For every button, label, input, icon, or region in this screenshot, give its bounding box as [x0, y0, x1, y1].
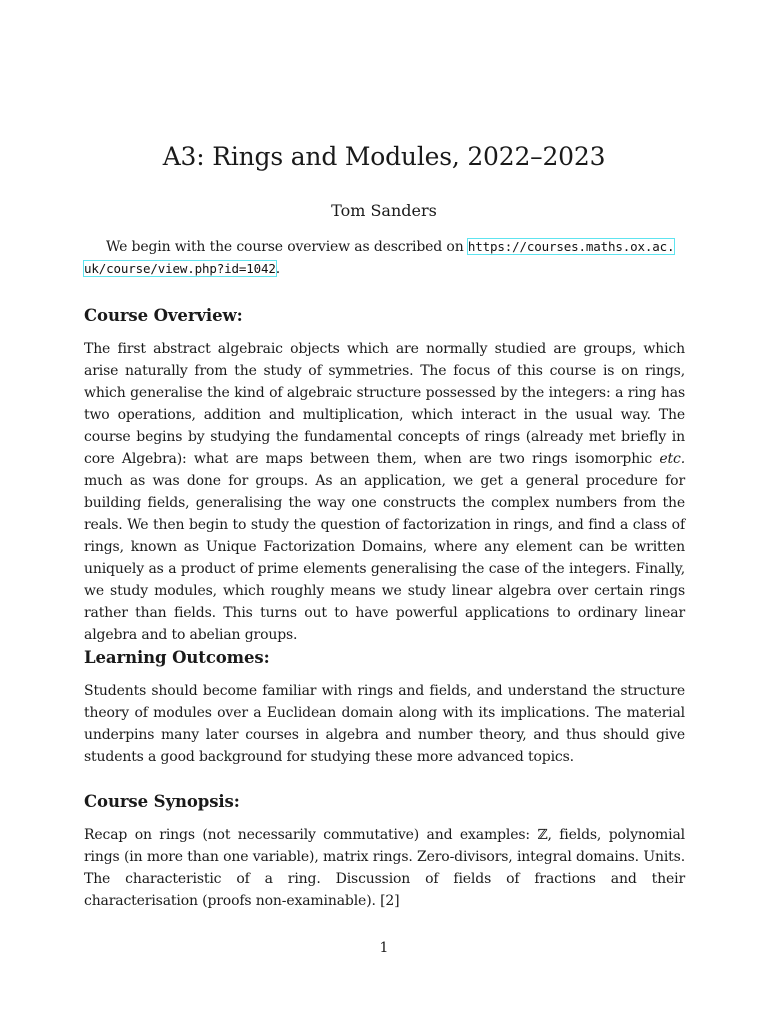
overview-text-2: much as was done for groups. As an application, we get a general procedure for building fields, generalising the way one constructs the complex numbers from the reals. We then begin to study the question of factorization in rings, and find a class of rings, known as Unique Factorization Domains, where any element can be written uniquely as a product of prime elements generalising the case of the integers. Finally, we study modules, which roughly means we study linear algebra over certain rings rather than fields. This turns out to have powerful applications to ordinary linear algebra and to abelian groups.	[84, 473, 685, 643]
intro-text-end: .	[275, 261, 281, 277]
overview-body	[84, 338, 685, 646]
outcomes-body	[84, 680, 685, 768]
intro-paragraph	[84, 236, 685, 280]
outcomes-paragraph: Students should become familiar with rings and fields, and understand the structure theory of modules over a Euclidean domain along with its implications. The material underpins many later courses in algebra and number theory, and thus should give students a good background for studying these more advanced topics.	[84, 683, 685, 765]
synopsis-heading: Course Synopsis:	[84, 792, 240, 811]
course-url-line-1: https://courses.maths.ox.ac.	[467, 239, 675, 254]
overview-etc: etc.	[659, 451, 685, 467]
synopsis-body	[84, 824, 685, 912]
overview-heading: Course Overview:	[84, 306, 243, 325]
intro-paragraph-container	[84, 236, 685, 280]
overview-section	[84, 306, 685, 325]
outcomes-heading: Learning Outcomes:	[84, 648, 270, 667]
page-number: 1	[379, 940, 389, 956]
document-title: A3: Rings and Modules, 2022–2023	[162, 142, 606, 171]
synopsis-section	[84, 792, 685, 811]
author-name: Tom Sanders	[331, 201, 437, 220]
overview-text-1: The first abstract algebraic objects which are normally studied are groups, which arise naturally from the study of symmetries. The focus of this course is on rings, which generalise the kind of algebraic structure possessed by the integers: a ring has two operations, addition and multiplication, which interact in the usual way. The course begins by studying the fundamental concepts of rings (already met briefly in core Algebra): what are maps between them, when are two rings isomorphic	[84, 341, 685, 467]
outcomes-section	[84, 648, 685, 667]
synopsis-paragraph: Recap on rings (not necessarily commutative) and examples: ℤ, fields, polynomial rings (in more than one variable), matrix rings. Zero-divisors, integral domains. Units. The characteristic of a ring. Discussion of fields of fractions and their characterisation (proofs non-examinable). [2]	[84, 827, 685, 909]
course-url-line-2: uk/course/view.php?id=1042	[84, 261, 276, 276]
overview-paragraph	[84, 338, 685, 646]
intro-text: We begin with the course overview as described on	[106, 239, 468, 255]
